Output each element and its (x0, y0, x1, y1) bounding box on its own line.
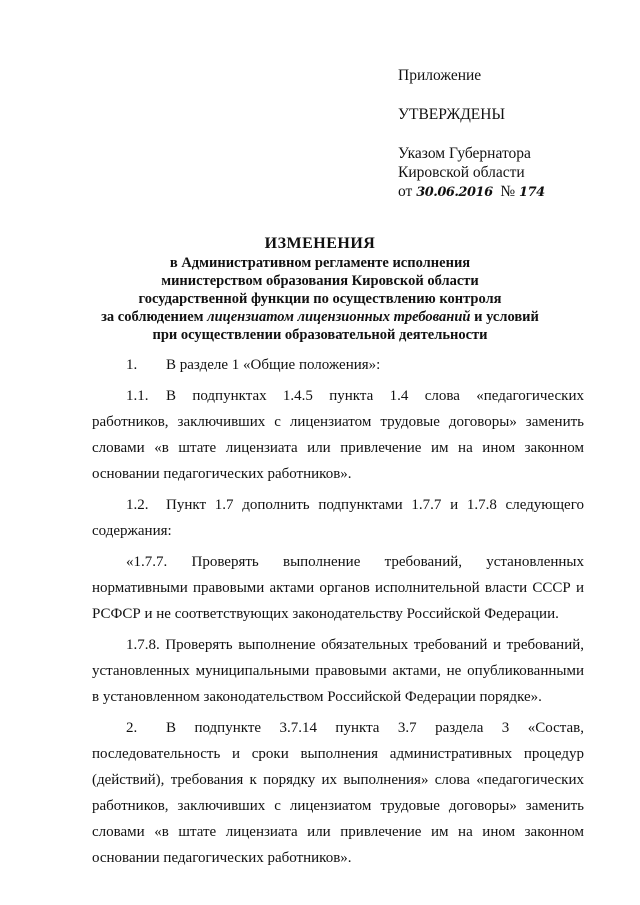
paragraph-text: Пункт 1.7 дополнить подпунктами 1.7.7 и 1.7.8 следующего содержания: (92, 497, 584, 539)
decree-date-line (398, 182, 545, 202)
document-body (92, 352, 584, 871)
title-line-4-b: лицензиатом лицензионных требований (207, 309, 471, 325)
paragraph-text: В разделе 1 «Общие положения»: (166, 357, 381, 373)
paragraph-number: 1. (126, 357, 138, 373)
appendix-label: Приложение (398, 67, 482, 84)
number-value: 174 (519, 185, 545, 200)
decree-line-2: Кировской области (398, 164, 525, 181)
title-line-3: государственной функции по осуществлению контроля (138, 291, 502, 307)
title-line-4-a: за соблюдением (101, 309, 208, 325)
document-title (60, 235, 580, 344)
approved-label: УТВЕРЖДЕНЫ (398, 106, 505, 123)
title-line-4-c: и условий (470, 309, 539, 325)
paragraph-number: 1.1. (126, 388, 149, 404)
title-line-1: в Административном регламенте исполнения (169, 255, 471, 271)
decree-line-1: Указом Губернатора (398, 145, 531, 162)
paragraph-1 (92, 352, 584, 378)
date-prefix: от (398, 183, 413, 200)
date-value: 30.06.2016 (416, 185, 493, 200)
paragraph-number: 1.2. (126, 497, 149, 513)
title-line-5: при осуществлении образовательной деятельности (152, 327, 488, 343)
number-prefix: № (500, 183, 516, 200)
paragraph-1-7-7: «1.7.7. Проверять выполнение требований, установленных нормативными правовыми актами органов исполнительной власти СССР и РСФСР и не соответствующих законодательству Российской Федерации. (92, 554, 584, 622)
title-line-2: министерством образования Кировской области (161, 273, 479, 289)
paragraph-text: В подпункте 3.7.14 пункта 3.7 раздела 3 «Состав, последовательность и сроки выполнения административных процедур (действий), требования к порядку их выполнения» слова «педагогических работников, заключивших с лицензиатом трудовые договоры» заменить словами «в штате лицензиата или привлечение им на ином законном основании педагогических работников». (92, 720, 584, 866)
paragraph-1-7-8: 1.7.8. Проверять выполнение обязательных требований и требований, установленных муниципальными правовыми актами, не опубликованными в установленном законодательством Российской Федерации порядке». (92, 637, 584, 705)
paragraph-2 (92, 715, 584, 871)
paragraph-1-1 (92, 383, 584, 487)
paragraph-text: В подпунктах 1.4.5 пункта 1.4 слова «педагогических работников, заключивших с лицензиатом трудовые договоры» заменить словами «в штате лицензиата или привлечение им на ином законном основании педагогических работников». (92, 388, 584, 482)
title-main: ИЗМЕНЕНИЯ (264, 235, 376, 252)
paragraph-number: 2. (126, 720, 138, 736)
paragraph-1-2 (92, 492, 584, 544)
title-line-4 (60, 308, 580, 326)
approval-block (398, 66, 545, 202)
